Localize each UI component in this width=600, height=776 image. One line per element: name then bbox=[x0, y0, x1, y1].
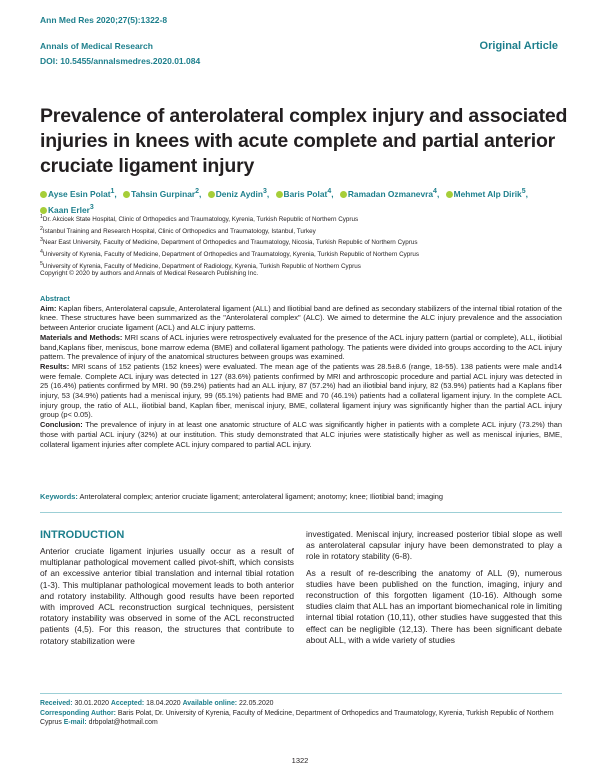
paragraph: As a result of re-describing the anatomy of ALL (9), numerous studies have been published on the function, imaging, injury and reconstruction of this forgotten ligament (10-16). Although some studies claim that ALL has an important biomechanical role in limiting internal tibial rotation (10,11), other studies have suggested that this effect can be negligible (12,13). There has been significant debate about ALL, with a wide variety of studies bbox=[306, 567, 562, 645]
author[interactable]: Ramadan Ozmanevra$^4$, bbox=[340, 189, 439, 199]
orcid-icon[interactable] bbox=[123, 191, 130, 198]
orcid-icon[interactable] bbox=[340, 191, 347, 198]
abstract-divider bbox=[40, 512, 562, 513]
doi[interactable]: DOI: 10.5455/annalsmedres.2020.01.084 bbox=[40, 56, 201, 66]
copyright: Copyright © 2020 by authors and Annals of Medical Research Publishing Inc. bbox=[40, 270, 259, 277]
journal-name: Annals of Medical Research bbox=[40, 41, 153, 51]
dates-line: Received: 30.01.2020 Accepted: 18.04.2020 Available online: 22.05.2020 bbox=[40, 700, 274, 707]
orcid-icon[interactable] bbox=[208, 191, 215, 198]
affiliation: $^3$Near East University, Faculty of Medicine, Department of Orthopedics and Traumatology, Nicosia, Turkish Republic of Northern Cyprus bbox=[40, 237, 418, 247]
email-link[interactable]: drbpolat@hotmail.com bbox=[88, 719, 158, 727]
abstract-heading: Abstract bbox=[40, 294, 70, 303]
paper-title: Prevalence of anterolateral complex injury and associated injuries in knees with acute complete and partial anterior cruciate ligament injury bbox=[40, 105, 568, 177]
paragraph: investigated. Meniscal injury, increased posterior tibial slope as well as anterolateral capsular injury have been demonstrated to play a role in rotatory stability (6-8). bbox=[306, 529, 562, 562]
affiliation: $^4$University of Kyrenia, Faculty of Medicine, Department of Orthopedics and Traumatology, Kyrenia, Turkish Republic of Northern Cyprus bbox=[40, 249, 420, 259]
author[interactable]: Deniz Aydin$^3$, bbox=[208, 189, 270, 199]
orcid-icon[interactable] bbox=[276, 191, 283, 198]
affiliation: $^1$Dr. Akcicek State Hospital, Clinic of Orthopedics and Traumatology, Kyrenia, Turkish Republic of Northern Cyprus bbox=[40, 214, 359, 224]
affiliation: $^5$University of Kyrenia, Faculty of Medicine, Department of Radiology, Kyrenia, Turkish Republic of Northern Cyprus bbox=[40, 260, 361, 270]
affiliations bbox=[40, 213, 570, 271]
introduction-heading: INTRODUCTION bbox=[40, 529, 125, 541]
abstract bbox=[40, 294, 562, 449]
paragraph: Anterior cruciate ligament injuries usually occur as a result of multiplanar pathological movement called pivot-shift, which consists of an excessive anterior tibial translation and internal tibial rotation (1-3). This multiplanar pathological movement leads to both anterior and rotatory instability. Although good results have been reported with improved ACL reconstruction surgical techniques, persistent rotatory instability was observed in some of the ACL reconstructed patients (4,5). For this reason, the structures that contribute to rotatory stabilization were bbox=[40, 546, 294, 646]
abstract-methods: Materials and Methods: MRI scans of ACL injuries were retrospectively evaluated for the presence of the ACL injury pattern (partial or complete), ALL, iliotibial band,Kaplans fiber, meniscus, bone marrow edema (BME) and collateral ligament pathology. The patients were divided into groups according to the ACL injury pattern. The prevalence of injury of the anatomical structures between groups was examined. bbox=[40, 332, 562, 362]
author[interactable]: Kaan Erler$^3$ bbox=[40, 205, 94, 215]
abstract-conclusion: Conclusion: The prevalence of injury in at least one anatomic structure of ALC was significantly higher in patients with a complete ACL injury (73.2%) than those with partial ACL injury (32%) at our institution. This study demonstrated that ALC injuries were statistically higher as well as meniscal injuries, BME, collateral ligament injuries after complete ACL injury compared to partial ACL injury. bbox=[40, 420, 563, 449]
citation: Ann Med Res 2020;27(5):1322-8 bbox=[40, 15, 168, 25]
author[interactable]: Baris Polat$^4$, bbox=[276, 189, 334, 199]
corresponding-author: Corresponding Author: Baris Polat, Dr. University of Kyrenia, Faculty of Medicine, Department of Orthopedics and Traumatology, Kyrenia, Turkish Republic of Northern Cyprus E-mail: drbpolat@hotmail.com bbox=[40, 709, 554, 727]
page-number: 1322 bbox=[291, 756, 309, 765]
footer-divider bbox=[40, 693, 562, 694]
author[interactable]: Ayse Esin Polat$^1$, bbox=[40, 189, 117, 199]
body-column-right bbox=[306, 529, 562, 651]
affiliation: $^2$Istanbul Training and Research Hospital, Clinic of Orthopedics and Traumatology, Istanbul, Turkey bbox=[40, 225, 316, 235]
article-footer bbox=[40, 699, 562, 728]
author[interactable]: Tahsin Gurpinar$^2$, bbox=[123, 189, 201, 199]
orcid-icon[interactable] bbox=[446, 191, 453, 198]
abstract-aim: Aim: Kaplan fibers, Anterolateral capsule, Anterolateral ligament (ALL) and Iliotibial band are defined as secondary stabilizers of the internal tibial rotation of the knee. These structures have been summarized as the "Anterolateral complex" (ALC). We aimed to determine the ALC injury prevalence and the association between Anterior cruciate ligament (ACL) and ALC injury patterns. bbox=[40, 303, 562, 333]
body-column-left bbox=[40, 546, 294, 652]
article-type: Original Article bbox=[479, 40, 558, 52]
author-list bbox=[40, 185, 570, 217]
author[interactable]: Mehmet Alp Dirik$^5$, bbox=[446, 189, 528, 199]
abstract-results: Results: MRI scans of 152 patients (152 knees) were evaluated. The mean age of the patients was 28.5±8.6 (range, 18-55). 138 patients were male and14 were female. Complete ACL injury was detected in 127 (83.6%) patients confirmed by MRI and arthroscopic procedure and partial ACL injury was detected in 25 (16.4%) patients confirmed by MRI. 90 (59.2%) patients had an ALL injury, 87 (57.2%) had an iliotibial band injury, 82 (53.9%) patients had a Kaplans fiber injury, 53 (34.9%) patients had a meniscal injury, 99 (65.1%) patients had BME and 70 (46.1%) patients had a collateral ligament injury. In the complete ACL injury group, the ratio of ALL, iliotibial band, Kaplan fiber, meniscal injury, BME, collateral ligament injury was significantly higher than the partial ACL injury group (p< 0.05). bbox=[40, 361, 562, 420]
keywords: Keywords: Anterolateral complex; anterior cruciate ligament; anterolateral ligament; anotomy; knee; Iliotibial band; imaging bbox=[40, 492, 444, 501]
orcid-icon[interactable] bbox=[40, 191, 47, 198]
